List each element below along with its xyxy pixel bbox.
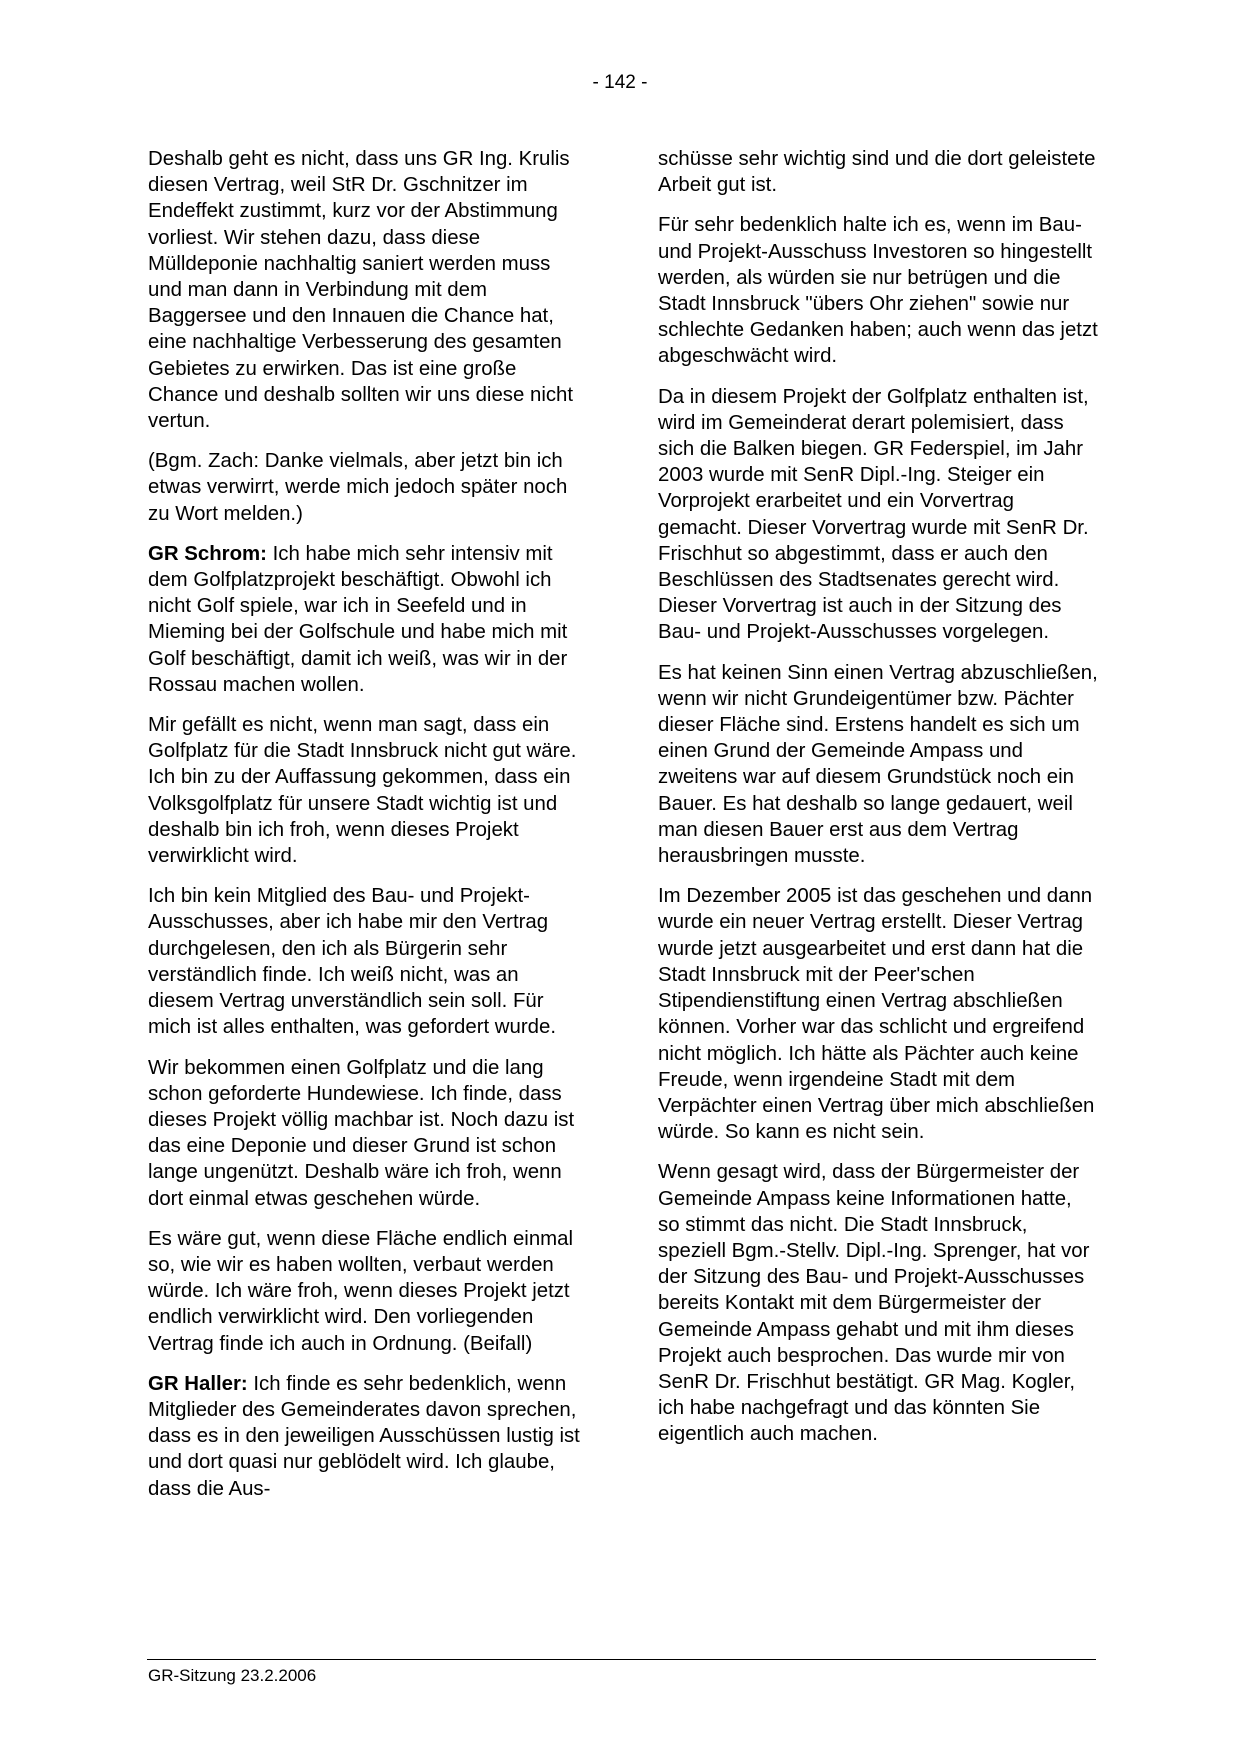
paragraph	[148, 1371, 588, 1502]
paragraph: Mir gefällt es nicht, wenn man sagt, dass ein Golfplatz für die Stadt Innsbruck nicht gut wäre. Ich bin zu der Auffassung gekommen, dass ein Volksgolfplatz für unsere Stadt wichtig ist und deshalb bin ich froh, wenn dieses Projekt verwirklicht wird.	[148, 714, 577, 868]
paragraph	[148, 541, 588, 698]
footer-divider	[147, 1659, 1096, 1660]
footer-session-date: GR-Sitzung 23.2.2006	[148, 1666, 317, 1685]
paragraph: Es wäre gut, wenn diese Fläche endlich einmal so, wie wir es haben wollten, verbaut werden würde. Ich wäre froh, wenn dieses Projekt jetzt endlich verwirklicht wird. Den vorliegenden Vertrag finde ich auch in Ordnung. (Beifall)	[148, 1227, 574, 1355]
right-column	[658, 146, 1098, 1462]
speaker-name: GR Schrom:	[148, 542, 267, 565]
paragraph: Für sehr bedenklich halte ich es, wenn im Bau- und Projekt-Ausschuss Investoren so hingestellt werden, als würden sie nur betrügen und die Stadt Innsbruck "übers Ohr ziehen" sowie nur schlechte Gedanken haben; auch wenn das jetzt abgeschwächt wird.	[658, 214, 1098, 368]
paragraph: Da in diesem Projekt der Golfplatz enthalten ist, wird im Gemeinderat derart polemisiert, dass sich die Balken biegen. GR Federspiel, im Jahr 2003 wurde mit SenR Dipl.-Ing. Steiger ein Vorprojekt erarbeitet und ein Vorvertrag gemacht. Dieser Vorvertrag wurde mit SenR Dr. Frischhut so abgestimmt, dass er auch den Beschlüssen des Stadtsenates gerecht wird. Dieser Vorvertrag ist auch in der Sitzung des Bau- und Projekt-Ausschusses vorgelegen.	[658, 385, 1089, 644]
speaker-name: GR Haller:	[148, 1372, 248, 1395]
paragraph: Wir bekommen einen Golfplatz und die lang schon geforderte Hundewiese. Ich finde, dass dieses Projekt völlig machbar ist. Noch dazu ist das eine Deponie und dieser Grund ist schon lange ungenützt. Deshalb wäre ich froh, wenn dort einmal etwas geschehen würde.	[148, 1056, 575, 1210]
paragraph: Es hat keinen Sinn einen Vertrag abzuschließen, wenn wir nicht Grundeigentümer bzw. Pächter dieser Fläche sind. Erstens handelt es sich um einen Grund der Gemeinde Ampass und zweitens war auf diesem Grundstück noch ein Bauer. Es hat deshalb so lange gedauert, weil man diesen Bauer erst aus dem Vertrag herausbringen musste.	[658, 661, 1098, 868]
speech-text: Ich habe mich sehr intensiv mit dem Golfplatzprojekt beschäftigt. Obwohl ich nicht Golf spiele, war ich in Seefeld und in Mieming bei der Golfschule und habe mich mit Golf beschäftigt, damit ich weiß, was wir in der Rossau machen wollen.	[148, 542, 568, 696]
paragraph: (Bgm. Zach: Danke vielmals, aber jetzt bin ich etwas verwirrt, werde mich jedoch später noch zu Wort melden.)	[148, 450, 568, 525]
paragraph: Wenn gesagt wird, dass der Bürgermeister der Gemeinde Ampass keine Informationen hatte, so stimmt das nicht. Die Stadt Innsbruck, speziell Bgm.-Stellv. Dipl.-Ing. Sprenger, hat vor der Sitzung des Bau- und Projekt-Ausschusses bereits Kontakt mit dem Bürgermeister der Gemeinde Ampass gehabt und mit ihm dieses Projekt auch besprochen. Das wurde mir von SenR Dr. Frischhut bestätigt. GR Mag. Kogler, ich habe nachgefragt und das könnten Sie eigentlich auch machen.	[658, 1161, 1090, 1446]
speech-text: Ich finde es sehr bedenklich, wenn Mitglieder des Gemeinderates davon sprechen, dass es in den jeweiligen Ausschüssen lustig ist und dort quasi nur geblödelt wird. Ich glaube, dass die Aus-	[148, 1372, 580, 1500]
page-number: - 142 -	[592, 72, 648, 93]
paragraph: Deshalb geht es nicht, dass uns GR Ing. Krulis diesen Vertrag, weil StR Dr. Gschnitzer im Endeffekt zustimmt, kurz vor der Abstimmung vorliest. Wir stehen dazu, dass diese Mülldeponie nachhaltig saniert werden muss und man dann in Verbindung mit dem Baggersee und den Innauen die Chance hat, eine nachhaltige Verbesserung des gesamten Gebietes zu erwirken. Das ist eine große Chance und deshalb sollten wir uns diese nicht vertun.	[148, 148, 574, 433]
paragraph: Im Dezember 2005 ist das geschehen und dann wurde ein neuer Vertrag erstellt. Dieser Vertrag wurde jetzt ausgearbeitet und erst dann hat die Stadt Innsbruck mit der Peer'schen Stipendienstiftung einen Vertrag abschließen können. Vorher war das schlicht und ergreifend nicht möglich. Ich hätte als Pächter auch keine Freude, wenn irgendeine Stadt mit dem Verpächter einen Vertrag über mich abschließen würde. So kann es nicht sein.	[658, 885, 1095, 1144]
left-column	[148, 146, 588, 1516]
paragraph: schüsse sehr wichtig sind und die dort geleistete Arbeit gut ist.	[658, 148, 1096, 197]
paragraph: Ich bin kein Mitglied des Bau- und Projekt-Ausschusses, aber ich habe mir den Vertrag durchgelesen, den ich als Bürgerin sehr verständlich finde. Ich weiß nicht, was an diesem Vertrag unverständlich sein soll. Für mich ist alles enthalten, was gefordert wurde.	[148, 885, 557, 1039]
